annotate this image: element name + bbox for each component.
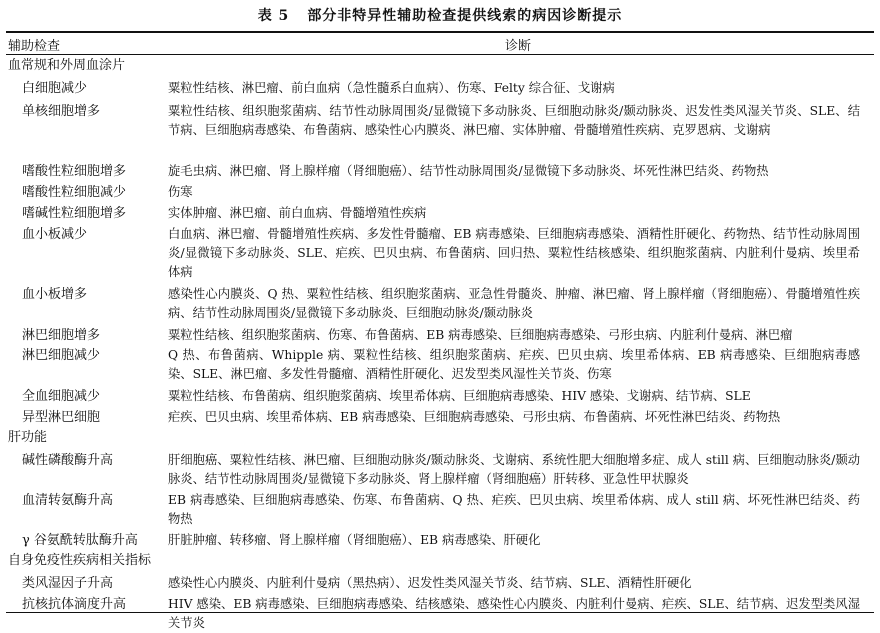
row-test-name: 嗜酸性粒细胞增多 bbox=[22, 164, 127, 179]
table-row bbox=[0, 385, 880, 406]
table-row bbox=[0, 406, 880, 427]
table-row bbox=[0, 181, 880, 202]
row-test-name: 嗜酸性粒细胞减少 bbox=[22, 185, 127, 200]
table-row bbox=[0, 344, 880, 385]
row-test-name: 血清转氨酶升高 bbox=[22, 493, 114, 508]
row-test-name: 抗核抗体滴度升高 bbox=[22, 597, 127, 612]
row-diagnosis: 肝脏肿瘤、转移瘤、肾上腺样瘤（肾细胞癌）、EB 病毒感染、肝硬化 bbox=[168, 533, 541, 547]
row-diagnosis: 粟粒性结核、组织胞浆菌病、伤寒、布鲁菌病、EB 病毒感染、巨细胞病毒感染、弓形虫病、内脏利什曼病、淋巴瘤 bbox=[168, 328, 793, 342]
row-diagnosis: 粟粒性结核、组织胞浆菌病、结节性动脉周围炎/显微镜下多动脉炎、巨细胞动脉炎/颞动脉炎、迟发性类风湿关节炎、SLE、结节病、巨细胞病毒感染、布鲁菌病、感染性心内膜炎、淋巴瘤、实体肿瘤、骨髓增殖性疾病、克罗恩病、戈谢病 bbox=[168, 104, 860, 137]
row-test-name: 嗜碱性粒细胞增多 bbox=[22, 206, 127, 221]
table-title: 部分非特异性辅助检查提供线索的病因诊断提示 bbox=[307, 8, 623, 24]
row-test-name: 碱性磷酸酶升高 bbox=[22, 453, 114, 468]
row-diagnosis: 粟粒性结核、布鲁菌病、组织胞浆菌病、埃里希体病、巨细胞病毒感染、HIV 感染、戈谢病、结节病、SLE bbox=[168, 389, 751, 403]
row-test-name: 单核细胞增多 bbox=[22, 104, 101, 119]
row-diagnosis: HIV 感染、EB 病毒感染、巨细胞病毒感染、结核感染、感染性心内膜炎、内脏利什曼病、疟疾、SLE、结节病、迟发型类风湿关节炎 bbox=[168, 597, 860, 630]
row-test-name: 白细胞减少 bbox=[22, 81, 88, 96]
section-header: 自身免疫性疾病相关指标 bbox=[8, 553, 152, 568]
table-row bbox=[0, 449, 880, 489]
row-diagnosis: 伤寒 bbox=[168, 185, 193, 199]
row-test-name: 淋巴细胞减少 bbox=[22, 348, 101, 363]
table-body bbox=[0, 55, 880, 631]
row-diagnosis: 感染性心内膜炎、Q 热、粟粒性结核、组织胞浆菌病、亚急性骨髓炎、肿瘤、淋巴瘤、肾上腺样瘤（肾细胞癌）、骨髓增殖性疾病、结节性动脉周围炎/显微镜下多动脉炎、巨细胞动脉炎/颞动脉炎 bbox=[168, 287, 860, 320]
column-header-diagnosis: 诊断 bbox=[505, 39, 532, 54]
table-row bbox=[0, 489, 880, 529]
table-row bbox=[0, 77, 880, 100]
row-test-name: 异型淋巴细胞 bbox=[22, 410, 101, 425]
row-diagnosis: 旋毛虫病、淋巴瘤、肾上腺样瘤（肾细胞癌）、结节性动脉周围炎/显微镜下多动脉炎、坏死性淋巴结炎、药物热 bbox=[168, 164, 769, 178]
row-diagnosis: 肝细胞癌、粟粒性结核、淋巴瘤、巨细胞动脉炎/颞动脉炎、戈谢病、系统性肥大细胞增多症、成人 still 病、巨细胞动脉炎/颞动脉炎、结节性动脉周围炎/显微镜下多动脉炎、肾上腺样瘤（肾细胞癌）肝转移、亚急性甲状腺炎 bbox=[168, 453, 860, 486]
row-test-name: 全血细胞减少 bbox=[22, 389, 101, 404]
table-row bbox=[0, 283, 880, 324]
table-row bbox=[0, 572, 880, 593]
table-row bbox=[0, 202, 880, 223]
row-diagnosis: 白血病、淋巴瘤、骨髓增殖性疾病、多发性骨髓瘤、EB 病毒感染、巨细胞病毒感染、酒精性肝硬化、药物热、结节性动脉周围炎/显微镜下多动脉炎、SLE、疟疾、巴贝虫病、布鲁菌病、回归热、粟粒性结核感染、组织胞浆菌病、内脏利什曼病、埃里希体病 bbox=[168, 227, 860, 279]
table-row bbox=[0, 223, 880, 283]
section-header: 血常规和外周血涂片 bbox=[8, 58, 126, 73]
row-test-name: 血小板减少 bbox=[22, 227, 88, 242]
row-test-name: γ 谷氨酰转肽酶升高 bbox=[22, 533, 138, 548]
table-row bbox=[0, 529, 880, 550]
table-number: 表 5 bbox=[257, 8, 290, 24]
row-test-name: 类风湿因子升高 bbox=[22, 576, 114, 591]
row-diagnosis: 疟疾、巴贝虫病、埃里希体病、EB 病毒感染、巨细胞病毒感染、弓形虫病、布鲁菌病、坏死性淋巴结炎、药物热 bbox=[168, 410, 781, 424]
row-diagnosis: 粟粒性结核、淋巴瘤、前白血病（急性髓系白血病）、伤寒、Felty 综合征、戈谢病 bbox=[168, 81, 615, 95]
table-caption bbox=[0, 5, 880, 25]
row-diagnosis: EB 病毒感染、巨细胞病毒感染、伤寒、布鲁菌病、Q 热、疟疾、巴贝虫病、埃里希体病、成人 still 病、坏死性淋巴结炎、药物热 bbox=[168, 493, 860, 526]
row-test-name: 淋巴细胞增多 bbox=[22, 328, 101, 343]
top-rule bbox=[6, 31, 874, 33]
row-diagnosis: 感染性心内膜炎、内脏利什曼病（黑热病）、迟发性类风湿关节炎、结节病、SLE、酒精性肝硬化 bbox=[168, 576, 692, 590]
row-diagnosis: Q 热、布鲁菌病、Whipple 病、粟粒性结核、组织胞浆菌病、疟疾、巴贝虫病、埃里希体病、EB 病毒感染、巨细胞病毒感染、SLE、淋巴瘤、多发性骨髓瘤、酒精性肝硬化、迟发型类风湿性关节炎、伤寒 bbox=[168, 348, 860, 381]
column-header-test: 辅助检查 bbox=[8, 39, 61, 54]
section-header: 肝功能 bbox=[8, 430, 48, 445]
row-test-name: 血小板增多 bbox=[22, 287, 88, 302]
table-row bbox=[0, 100, 880, 160]
row-diagnosis: 实体肿瘤、淋巴瘤、前白血病、骨髓增殖性疾病 bbox=[168, 206, 427, 220]
table-row bbox=[0, 324, 880, 344]
table-row bbox=[0, 160, 880, 181]
